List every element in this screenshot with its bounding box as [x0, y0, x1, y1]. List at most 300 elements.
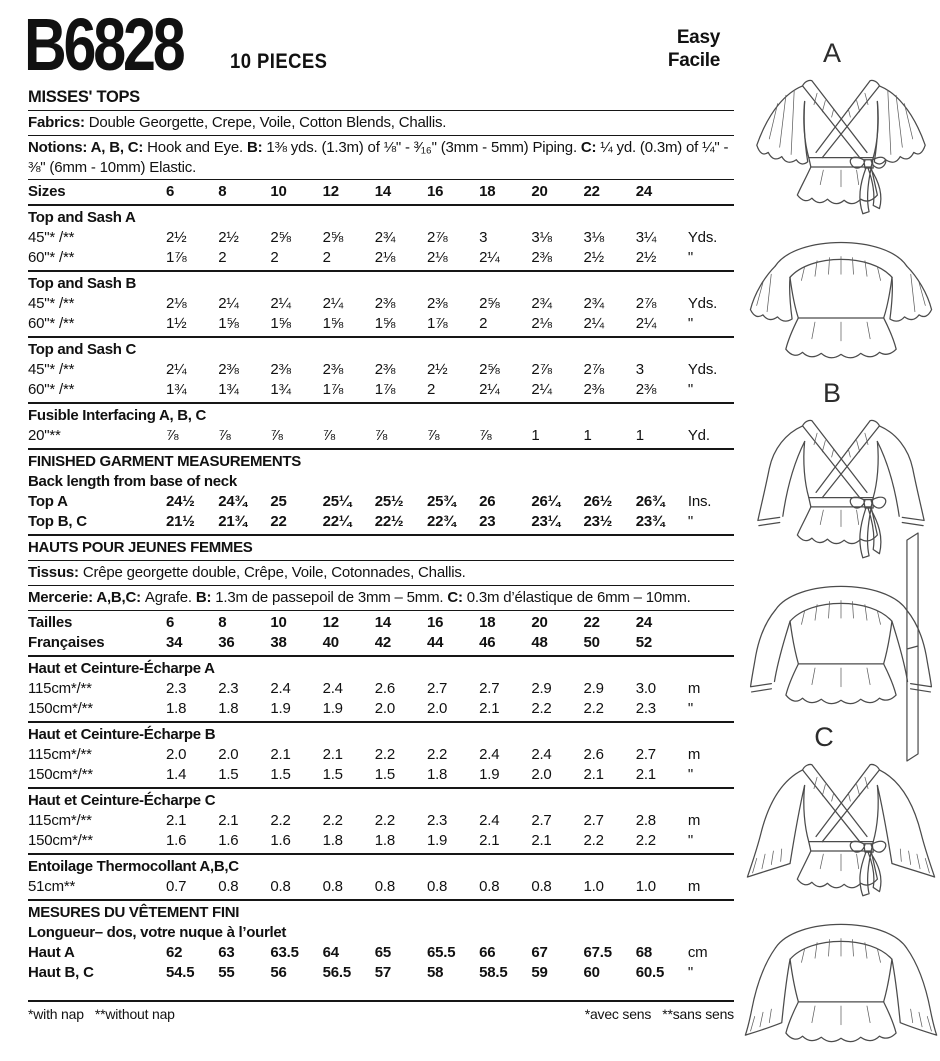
cell-value: 25¾	[426, 493, 456, 510]
cell-value: 1.6	[166, 832, 187, 849]
cell-value: 50	[583, 634, 600, 651]
cell-value: 2.1	[531, 832, 552, 849]
cell-value: 8	[218, 614, 227, 631]
cell-value: 20	[531, 614, 548, 631]
cell-value: 2.1	[270, 746, 291, 763]
garment-c-back-line-art	[742, 900, 940, 1058]
table-row	[28, 963, 734, 983]
table-row	[28, 831, 734, 851]
cell-value: 65	[374, 944, 392, 961]
cell-value: 2½	[218, 229, 239, 246]
cell-value: 1¾	[270, 381, 291, 398]
spacer	[28, 983, 734, 998]
unit-label: Yds.	[687, 295, 718, 312]
cell-value: 64	[322, 944, 339, 961]
unit-label: "	[687, 513, 693, 530]
cell-value: 2⅞	[635, 295, 657, 312]
cell-value: 2¾	[531, 295, 552, 312]
cell-value: 2¼	[583, 315, 604, 332]
table-row	[28, 699, 734, 719]
divider-rule	[28, 655, 734, 657]
cell-value: 1.6	[218, 832, 239, 849]
cell-value: 8	[218, 183, 227, 200]
cell-value: 2	[218, 249, 227, 266]
cell-value: 26¼	[531, 493, 560, 510]
cell-value: 3.0	[635, 680, 656, 697]
divider-rule	[28, 899, 734, 901]
cell-value: 2.6	[374, 680, 396, 697]
measurement-table	[28, 108, 734, 1024]
cell-value: 54.5	[166, 964, 195, 981]
back-length-note: Back length from base of neck	[28, 473, 237, 490]
cell-value: 2.2	[374, 812, 396, 829]
row-label: 60"* /**	[28, 381, 75, 398]
cell-value: 16	[426, 614, 444, 631]
cell-value: 63	[218, 944, 235, 961]
row-label: 115cm*/**	[28, 680, 92, 697]
row-label: 150cm*/**	[28, 766, 93, 783]
tailles-row	[28, 613, 734, 633]
cell-value: 1½	[166, 315, 187, 332]
cell-value: 25¼	[322, 493, 352, 510]
text-run: 1.3m de passepoil de 3mm – 5mm.	[215, 589, 448, 606]
cell-value: 12	[322, 183, 339, 200]
cell-value: 2	[270, 249, 279, 266]
unit-label: "	[687, 249, 693, 266]
cell-value: 2⅝	[479, 295, 500, 312]
cell-value: 2¼	[479, 249, 500, 266]
cell-value: 1	[583, 427, 592, 444]
footnote-row	[28, 1004, 734, 1024]
cell-value: 20	[531, 183, 548, 200]
cell-value: 2½	[166, 229, 187, 246]
divider-rule	[28, 204, 734, 206]
cell-value: 2.3	[166, 680, 187, 697]
cell-value: 1	[531, 427, 540, 444]
cell-value: 2.4	[531, 746, 552, 763]
cell-value: 2⅜	[374, 295, 396, 312]
cell-value: 68	[635, 944, 652, 961]
cell-value: 2⅛	[166, 295, 187, 312]
cell-value: 34	[166, 634, 183, 651]
cell-value: 23¾	[635, 513, 665, 530]
cell-value: 10	[270, 183, 287, 200]
cell-value: 2.9	[583, 680, 604, 697]
cell-value: ⅞	[270, 427, 283, 444]
row-label: 60"* /**	[28, 249, 75, 266]
cell-value: 2.3	[426, 812, 448, 829]
table-row	[28, 492, 734, 512]
cell-value: 2.0	[218, 746, 239, 763]
cell-value: 2⅜	[218, 361, 239, 378]
cell-value: 2.7	[479, 680, 500, 697]
cell-value: 22¼	[322, 513, 352, 530]
cell-value: 67	[531, 944, 548, 961]
cell-value: ⅞	[479, 427, 492, 444]
cell-value: 1.8	[166, 700, 187, 717]
cell-value: 2.2	[583, 832, 604, 849]
section-top-sash-c: Top and Sash C	[28, 341, 137, 358]
cell-value: 2.2	[270, 812, 291, 829]
cell-value: 2.4	[322, 680, 343, 697]
table-row	[28, 294, 734, 314]
cell-value: 22¾	[426, 513, 456, 530]
cell-value: 0.7	[166, 878, 187, 895]
cell-value: 2.6	[583, 746, 604, 763]
cell-value: 25½	[374, 493, 404, 510]
table-row	[28, 943, 734, 963]
cell-value: 62	[166, 944, 183, 961]
text-run: Double Georgette, Crepe, Voile, Cotton Blends, Challis.	[88, 114, 447, 131]
cell-value: 22½	[374, 513, 404, 530]
view-a-label: A	[822, 38, 841, 68]
cell-value: 3¼	[635, 229, 657, 246]
cell-value: 12	[322, 614, 339, 631]
cell-value: 2⅞	[583, 361, 604, 378]
cell-value: 1⅝	[270, 315, 291, 332]
cell-value: 2.7	[531, 812, 552, 829]
table-row	[28, 314, 734, 334]
cell-value: 2⅜	[635, 381, 657, 398]
cell-value: 2⅝	[322, 229, 344, 246]
cell-value: 1¾	[218, 381, 239, 398]
unit-label: m	[687, 878, 701, 895]
cell-value: 2.9	[531, 680, 552, 697]
cell-value: 0.8	[270, 878, 291, 895]
table-row	[28, 360, 734, 380]
cell-value: 22	[583, 614, 600, 631]
row-label: 45"* /**	[28, 229, 75, 246]
cell-value: 26½	[583, 493, 613, 510]
cell-value: 2.8	[635, 812, 656, 829]
cell-value: 2.1	[166, 812, 187, 829]
cell-value: 2.2	[635, 832, 656, 849]
illustration-view-a-back	[742, 218, 940, 375]
unit-label: "	[687, 700, 693, 717]
cell-value: 2⅜	[583, 381, 604, 398]
cell-value: 1.8	[218, 700, 239, 717]
cell-value: 2¼	[166, 361, 187, 378]
cell-value: 2.7	[426, 680, 448, 697]
bold-label: Fabrics:	[28, 114, 89, 131]
text-run: Agrafe.	[144, 589, 196, 606]
cell-value: 1.5	[322, 766, 343, 783]
table-row	[28, 426, 734, 446]
cell-value: 21¾	[218, 513, 247, 530]
row-label: Haut B, C	[28, 964, 94, 981]
text-run: Crêpe georgette double, Crêpe, Voile, Cotonnades, Challis.	[82, 564, 466, 581]
row-label: Françaises	[28, 634, 105, 651]
footnote-fr: *avec sens **sans sens	[584, 1006, 734, 1022]
unit-label: m	[687, 746, 701, 763]
cell-value: 58	[426, 964, 444, 981]
bold-label: B:	[195, 589, 216, 606]
cell-value: 22	[583, 183, 600, 200]
cell-value: 2.1	[479, 832, 500, 849]
cell-value: 0.8	[426, 878, 448, 895]
unit-label: "	[687, 766, 693, 783]
cell-value: 60.5	[635, 964, 665, 981]
pieces-count: 10 PIECES	[230, 50, 328, 73]
divider-rule	[28, 179, 734, 180]
cell-value: 6	[166, 183, 175, 200]
sizes-row	[28, 182, 734, 202]
cell-value: 2	[479, 315, 488, 332]
view-c-label: C	[814, 722, 834, 752]
cell-value: 2.4	[479, 812, 500, 829]
row-label: Tailles	[28, 614, 73, 631]
cell-value: 2⅜	[531, 249, 552, 266]
cell-value: 22	[270, 513, 287, 530]
cell-value: 1⅞	[374, 381, 396, 398]
divider-rule	[28, 610, 734, 611]
section-finished-garment: FINISHED GARMENT MEASUREMENTS	[28, 453, 301, 470]
cell-value: 2.1	[218, 812, 239, 829]
cell-value: 1.5	[218, 766, 239, 783]
cell-value: 26¾	[635, 493, 665, 510]
section-haut-ceinture-a: Haut et Ceinture-Écharpe A	[28, 660, 215, 677]
cell-value: 25	[270, 493, 287, 510]
cell-value: 1.9	[322, 700, 343, 717]
section-top-sash-a: Top and Sash A	[28, 209, 136, 226]
cell-value: 24¾	[218, 493, 247, 510]
cell-value: 2¼	[218, 295, 239, 312]
unit-label	[688, 633, 734, 653]
unit-label: m	[687, 812, 701, 829]
cell-value: 1.5	[374, 766, 396, 783]
row-label: 51cm**	[28, 878, 76, 895]
cell-value: 14	[374, 183, 392, 200]
cell-value: 2¼	[479, 381, 500, 398]
cell-value: 2.7	[635, 746, 656, 763]
divider-rule	[28, 110, 734, 111]
cell-value: 2⅝	[270, 229, 291, 246]
unit-label	[688, 613, 734, 633]
cell-value: 56.5	[322, 964, 351, 981]
bold-label: Mercerie: A,B,C:	[28, 589, 145, 606]
divider-rule	[28, 135, 734, 136]
cell-value: 2	[426, 381, 436, 398]
cell-value: 3	[479, 229, 488, 246]
sash-line-art	[898, 530, 928, 764]
bold-label: Tissus:	[28, 564, 83, 581]
cell-value: ⅞	[426, 427, 440, 444]
illustration-column	[742, 0, 940, 1061]
cell-value: 14	[374, 614, 392, 631]
row-label: 150cm*/**	[28, 832, 93, 849]
francaises-row	[28, 633, 734, 653]
divider-rule	[28, 560, 734, 561]
mercerie-line	[28, 588, 734, 608]
illustration-view-a-front	[742, 62, 940, 225]
illustration-view-c-front	[742, 746, 940, 907]
cell-value: 1¾	[166, 381, 187, 398]
cell-value: 1.8	[374, 832, 396, 849]
cell-value: 2¼	[531, 381, 552, 398]
divider-rule	[28, 853, 734, 855]
divider-rule	[28, 270, 734, 272]
cell-value: 59	[531, 964, 548, 981]
text-run: Hook and Eye.	[147, 139, 247, 156]
pattern-number: B6828	[24, 3, 183, 86]
divider-rule	[28, 402, 734, 404]
fabrics-line	[28, 113, 734, 133]
cell-value: 1⅝	[374, 315, 396, 332]
section-fusible-interfacing: Fusible Interfacing A, B, C	[28, 407, 207, 424]
cell-value: 18	[479, 614, 496, 631]
sash-piece-illustration	[898, 530, 928, 769]
cell-value: 2⅞	[426, 229, 448, 246]
row-label: 115cm*/**	[28, 746, 92, 763]
cell-value: 58.5	[479, 964, 508, 981]
cell-value: 1.6	[270, 832, 291, 849]
cell-value: 1⅞	[322, 381, 344, 398]
cell-value: ⅞	[218, 427, 231, 444]
cell-value: 1.9	[270, 700, 291, 717]
difficulty-en: Easy	[676, 27, 720, 48]
cell-value: 1.0	[635, 878, 656, 895]
cell-value: 0.8	[531, 878, 552, 895]
cell-value: 1⅞	[166, 249, 187, 266]
category-title: MISSES' TOPS	[28, 88, 140, 106]
cell-value: 67.5	[583, 944, 612, 961]
cell-value: 26	[479, 493, 496, 510]
row-label: Top A	[28, 493, 68, 510]
unit-label: m	[687, 680, 701, 697]
cell-value: 2.2	[531, 700, 552, 717]
cell-value: 38	[270, 634, 287, 651]
cell-value: 0.8	[322, 878, 343, 895]
row-label: Sizes	[28, 183, 66, 200]
tissus-line	[28, 563, 734, 583]
garment-a-back-line-art	[742, 218, 940, 370]
cell-value: 16	[426, 183, 444, 200]
text-run: ¼ yd. (0.3m) of ¼" - ⅜" (6mm - 10mm) Elastic.	[28, 139, 729, 176]
cell-value: 0.8	[479, 878, 500, 895]
cell-value: 1⅞	[426, 315, 448, 332]
cell-value: 1.9	[479, 766, 500, 783]
cell-value: 0.8	[218, 878, 239, 895]
cell-value: 10	[270, 614, 287, 631]
cell-value: 2⅛	[374, 249, 396, 266]
cell-value: 1⅝	[218, 315, 239, 332]
cell-value: 1⅝	[322, 315, 344, 332]
cell-value: 2.0	[166, 746, 187, 763]
bold-label: B:	[246, 139, 267, 156]
cell-value: 1	[635, 427, 644, 444]
cell-value: 1.8	[426, 766, 448, 783]
cell-value: ⅞	[166, 427, 179, 444]
cell-value: 2⅜	[374, 361, 396, 378]
unit-label: Yds.	[687, 229, 718, 246]
cell-value: 2⅜	[426, 295, 448, 312]
cell-value: 2.0	[374, 700, 396, 717]
row-label: 115cm*/**	[28, 812, 92, 829]
divider-rule	[28, 585, 734, 586]
cell-value: 2⅛	[426, 249, 448, 266]
bold-label: C:	[447, 589, 467, 606]
table-row	[28, 765, 734, 785]
cell-value: 2.4	[479, 746, 500, 763]
cell-value: 55	[218, 964, 235, 981]
cell-value: 2.2	[322, 812, 343, 829]
section-hauts: HAUTS POUR JEUNES FEMMES	[28, 539, 253, 556]
divider-rule	[28, 787, 734, 789]
longueur-note: Longueur– dos, votre nuque à l’ourlet	[28, 924, 287, 941]
unit-label: Ins.	[687, 493, 712, 510]
cell-value: 2.1	[635, 766, 656, 783]
cell-value: 2½	[583, 249, 604, 266]
row-label: Top B, C	[28, 513, 87, 530]
bold-label: C:	[580, 139, 601, 156]
divider-rule	[28, 534, 734, 536]
cell-value: 2.7	[583, 812, 604, 829]
cell-value: 2⅜	[322, 361, 344, 378]
cell-value: 66	[479, 944, 496, 961]
section-entoilage: Entoilage Thermocollant A,B,C	[28, 858, 239, 875]
cell-value: 1.5	[270, 766, 291, 783]
cell-value: 2.0	[426, 700, 448, 717]
cell-value: 1.9	[426, 832, 448, 849]
cell-value: 2⅞	[531, 361, 552, 378]
bold-label: Notions: A, B, C:	[28, 139, 148, 156]
cell-value: 2.2	[426, 746, 448, 763]
cell-value: 2½	[426, 361, 448, 378]
cell-value: 24	[635, 183, 652, 200]
difficulty-fr: Facile	[667, 50, 720, 71]
row-label: Haut A	[28, 944, 75, 961]
cell-value: 23	[479, 513, 496, 530]
cell-value: 2¼	[270, 295, 291, 312]
cell-value: 1.0	[583, 878, 604, 895]
cell-value: 52	[635, 634, 652, 651]
unit-label: "	[687, 381, 693, 398]
section-mesures: MESURES DU VÊTEMENT FINI	[28, 904, 240, 921]
cell-value: 2.2	[374, 746, 396, 763]
cell-value: 56	[270, 964, 287, 981]
cell-value: 21½	[166, 513, 195, 530]
garment-a-front-line-art	[742, 62, 940, 220]
unit-label: cm	[687, 944, 708, 961]
unit-label	[688, 182, 734, 202]
difficulty-block	[28, 26, 720, 72]
cell-value: 2¼	[635, 315, 657, 332]
cell-value: 1.4	[166, 766, 187, 783]
unit-label: Yd.	[687, 427, 710, 444]
cell-value: 24	[635, 614, 652, 631]
cell-value: 2.1	[583, 766, 604, 783]
table-row	[28, 679, 734, 699]
cell-value: 2.3	[635, 700, 656, 717]
cell-value: 36	[218, 634, 235, 651]
cell-value: 2.4	[270, 680, 291, 697]
cell-value: 57	[374, 964, 392, 981]
cell-value: 40	[322, 634, 339, 651]
cell-value: 3⅛	[583, 229, 604, 246]
cell-value: 2¾	[583, 295, 604, 312]
section-haut-ceinture-b: Haut et Ceinture-Écharpe B	[28, 726, 216, 743]
cell-value: 2¼	[322, 295, 344, 312]
section-haut-ceinture-c: Haut et Ceinture-Écharpe C	[28, 792, 216, 809]
cell-value: 1.8	[322, 832, 343, 849]
cell-value: 48	[531, 634, 548, 651]
cell-value: 3⅛	[531, 229, 552, 246]
garment-c-front-line-art	[742, 746, 940, 902]
cell-value: 2.2	[583, 700, 604, 717]
cell-value: ⅞	[374, 427, 388, 444]
cell-value: 2.3	[218, 680, 239, 697]
unit-label: "	[687, 964, 693, 981]
